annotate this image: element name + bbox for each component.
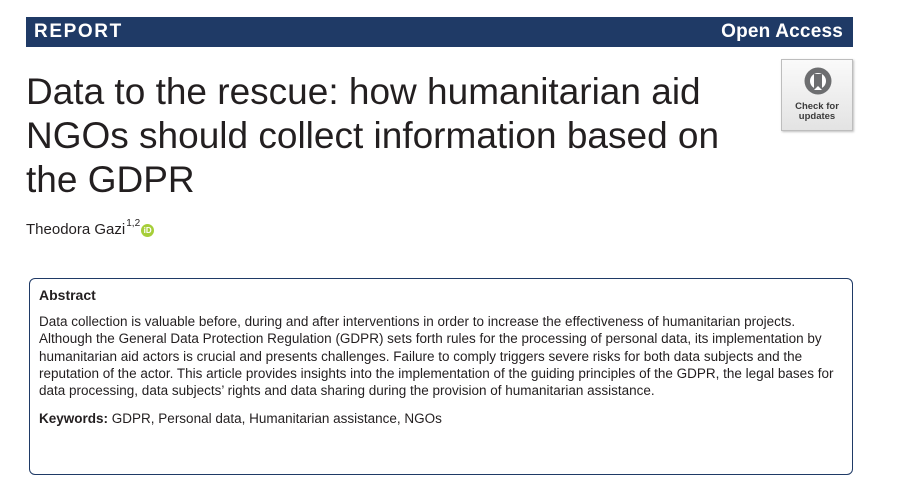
article-title: Data to the rescue: how humanitarian aid NGOs should collect information based on the GDPR xyxy=(26,71,720,200)
author-line xyxy=(26,218,154,238)
keywords-values: GDPR, Personal data, Humanitarian assistance, NGOs xyxy=(111,411,442,427)
abstract-heading: Abstract xyxy=(39,287,96,303)
keywords-line xyxy=(39,411,842,426)
abstract-box xyxy=(29,278,853,475)
badge-text: Check for updates xyxy=(795,101,839,122)
author-affiliations[interactable]: 1,2 xyxy=(126,218,141,229)
check-for-updates-badge[interactable] xyxy=(781,59,853,131)
crossmark-icon xyxy=(803,66,833,100)
author-name[interactable]: Theodora Gazi xyxy=(26,221,126,238)
orcid-icon[interactable]: iD xyxy=(141,224,154,237)
open-access-label: Open Access xyxy=(721,21,843,42)
article-type-banner xyxy=(26,17,853,47)
article-type-label: REPORT xyxy=(34,21,123,42)
keywords-label: Keywords: xyxy=(39,411,109,427)
abstract-body: Data collection is valuable before, during and after interventions in order to increase the effectiveness of humanitarian projects. Although the General Data Protection Regulation (GDPR) sets forth rules for the processing of personal data, its implementation by humanitarian aid actors is crucial and presents challenges. Failure to comply triggers severe risks for both data subjects and the reputation of the actor. This article provides insights into the implementation of the guiding principles of the GDPR, the legal bases for data processing, data subjects’ rights and data sharing during the provision of humanitarian assistance. xyxy=(39,314,834,399)
